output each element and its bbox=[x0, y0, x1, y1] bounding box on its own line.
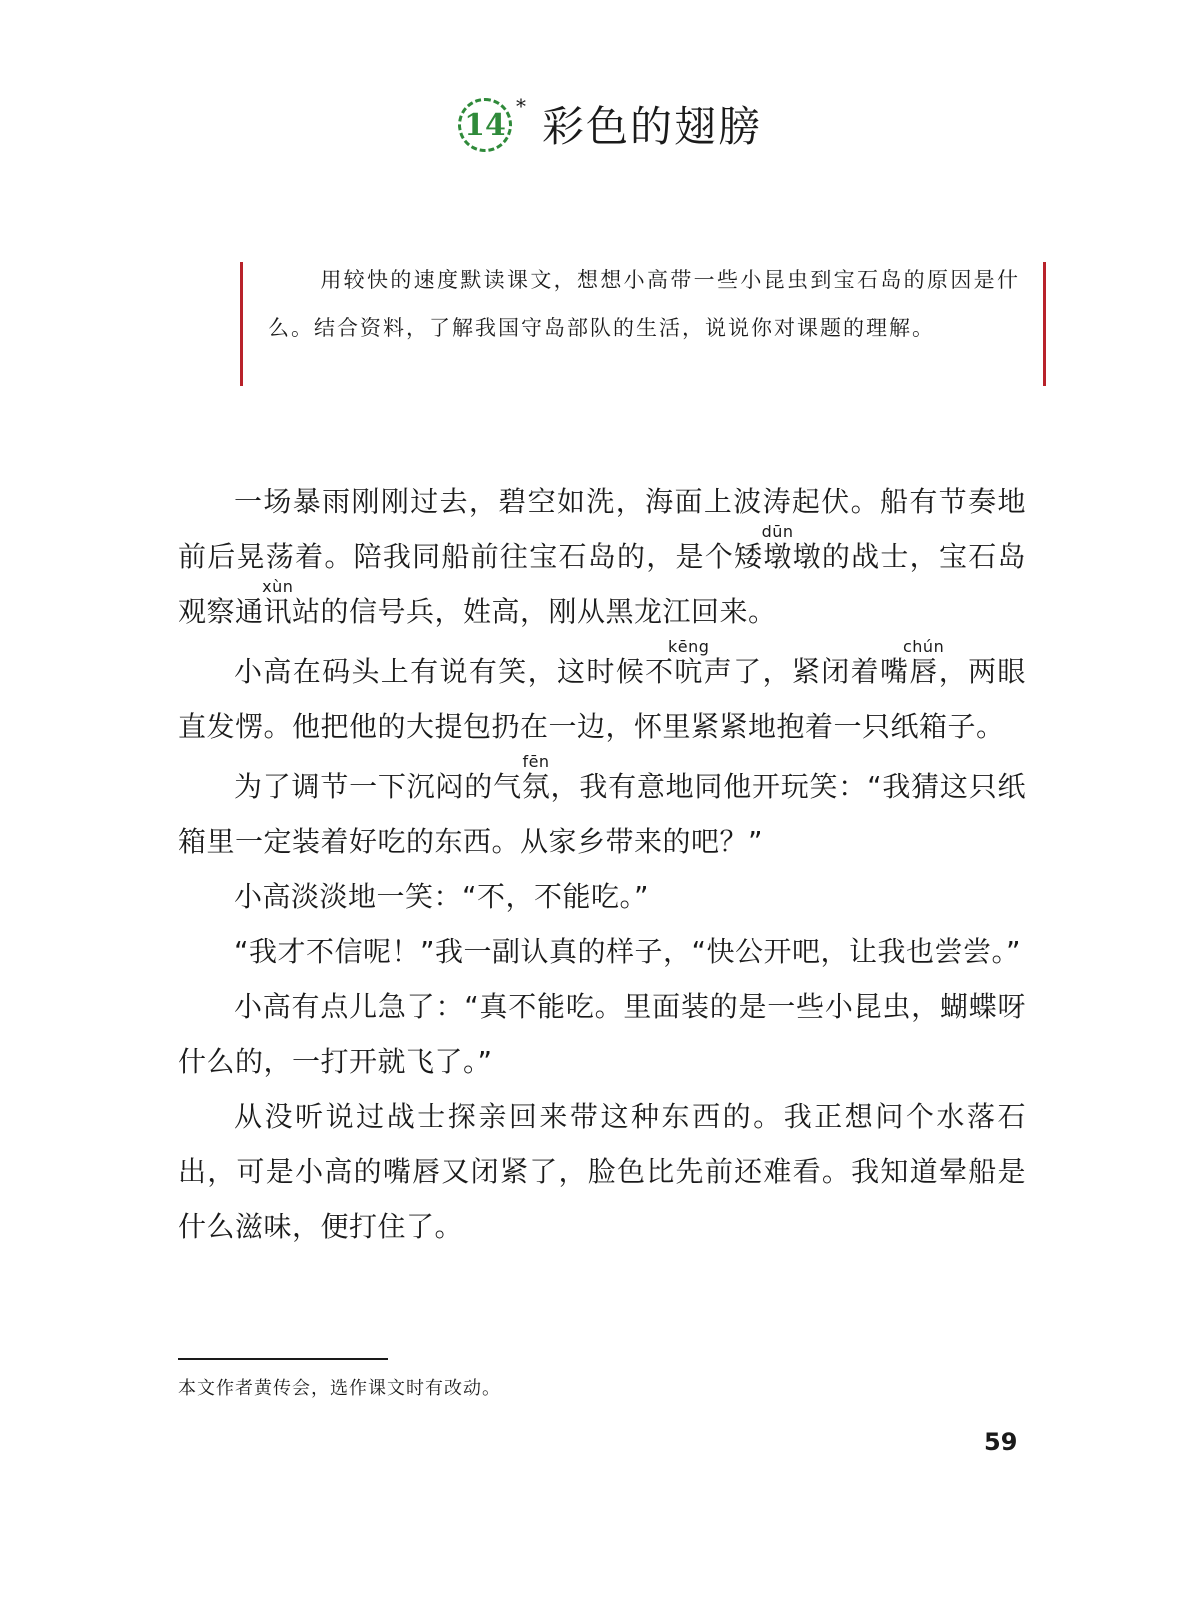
text-run: 小高淡淡地一笑：“不，不能吃。” bbox=[234, 880, 650, 913]
text-run: 小高有点儿急了：“真不能吃。里面装的是一些小昆虫，蝴蝶呀什么的，一打开就飞了。” bbox=[178, 990, 1026, 1078]
text-run: “我才不信呢！”我一副认真的样子，“快公开吧，让我也尝尝。” bbox=[234, 935, 1022, 968]
text-run: 声了，紧闭着嘴 bbox=[702, 655, 910, 688]
annotated-char: 讯 bbox=[262, 595, 294, 628]
tip-bar-right bbox=[1043, 262, 1046, 386]
reading-tip-text: 用较快的速度默读课文，想想小高带一些小昆虫到宝石岛的原因是什么。结合资料，了解我国守岛部队的生活，说说你对课题的理解。 bbox=[268, 268, 1020, 340]
text-run: 为了调节一下沉闷的气 bbox=[234, 770, 522, 803]
footnote-divider bbox=[178, 1358, 388, 1360]
reading-tip-box bbox=[240, 262, 1046, 386]
lesson-number: 14 bbox=[464, 107, 506, 143]
lesson-body-text bbox=[178, 474, 1026, 1254]
body-paragraph bbox=[178, 869, 1026, 924]
pinyin: dūn bbox=[761, 522, 794, 541]
text-run: 站的信号兵，姓高，刚从黑龙江回来。 bbox=[292, 595, 777, 628]
pinyin: chún bbox=[902, 637, 945, 656]
body-paragraph bbox=[178, 474, 1026, 639]
body-paragraph bbox=[178, 979, 1026, 1089]
body-paragraph bbox=[178, 924, 1026, 979]
pinyin: fēn bbox=[521, 752, 551, 771]
tip-bar-left bbox=[240, 262, 243, 386]
annotated-char: 唇 bbox=[902, 655, 945, 688]
body-paragraph bbox=[178, 754, 1026, 869]
text-run: ，两眼直发愣。他把他的大提包扔在一边，怀里紧紧地抱着一只纸箱子。 bbox=[178, 655, 1026, 743]
annotated-char: 吭 bbox=[667, 655, 710, 688]
pinyin-annotated-char bbox=[262, 577, 294, 628]
text-run: 小高在码头上有说有笑，这时候不 bbox=[234, 655, 675, 688]
text-run: 一场暴雨刚刚过去，碧空如洗，海面上波涛起伏。船有节奏地前后晃荡着。陪我同船前往宝石岛的，是个矮 bbox=[178, 485, 1026, 573]
body-paragraph bbox=[178, 639, 1026, 754]
text-run: 从没听说过战士探亲回来带这种东西的。我正想问个水落石出，可是小高的嘴唇又闭紧了，脸色比先前还难看。我知道晕船是什么滋味，便打住了。 bbox=[178, 1100, 1026, 1243]
text-run: ，我有意地同他开玩笑：“我猜这只纸箱里一定装着好吃的东西。从家乡带来的吧？” bbox=[178, 770, 1026, 858]
pinyin-annotated-char bbox=[902, 637, 945, 688]
pinyin: kēng bbox=[667, 637, 710, 656]
pinyin-annotated-char bbox=[761, 522, 794, 573]
self-study-marker: * bbox=[516, 94, 526, 118]
page-number: 59 bbox=[984, 1428, 1018, 1456]
lesson-number-badge bbox=[458, 98, 512, 152]
lesson-header bbox=[0, 92, 1187, 164]
pinyin-annotated-char bbox=[667, 637, 710, 688]
body-paragraph bbox=[178, 1089, 1026, 1254]
text-run: 墩的战士，宝石岛观察通 bbox=[178, 540, 1026, 628]
annotated-char: 墩 bbox=[761, 540, 794, 573]
annotated-char: 氛 bbox=[521, 770, 551, 803]
pinyin: xùn bbox=[262, 577, 294, 596]
pinyin-annotated-char bbox=[521, 752, 551, 803]
footnote: 本文作者黄传会，选作课文时有改动。 bbox=[178, 1378, 501, 1399]
lesson-title: 彩色的翅膀 bbox=[542, 102, 763, 151]
